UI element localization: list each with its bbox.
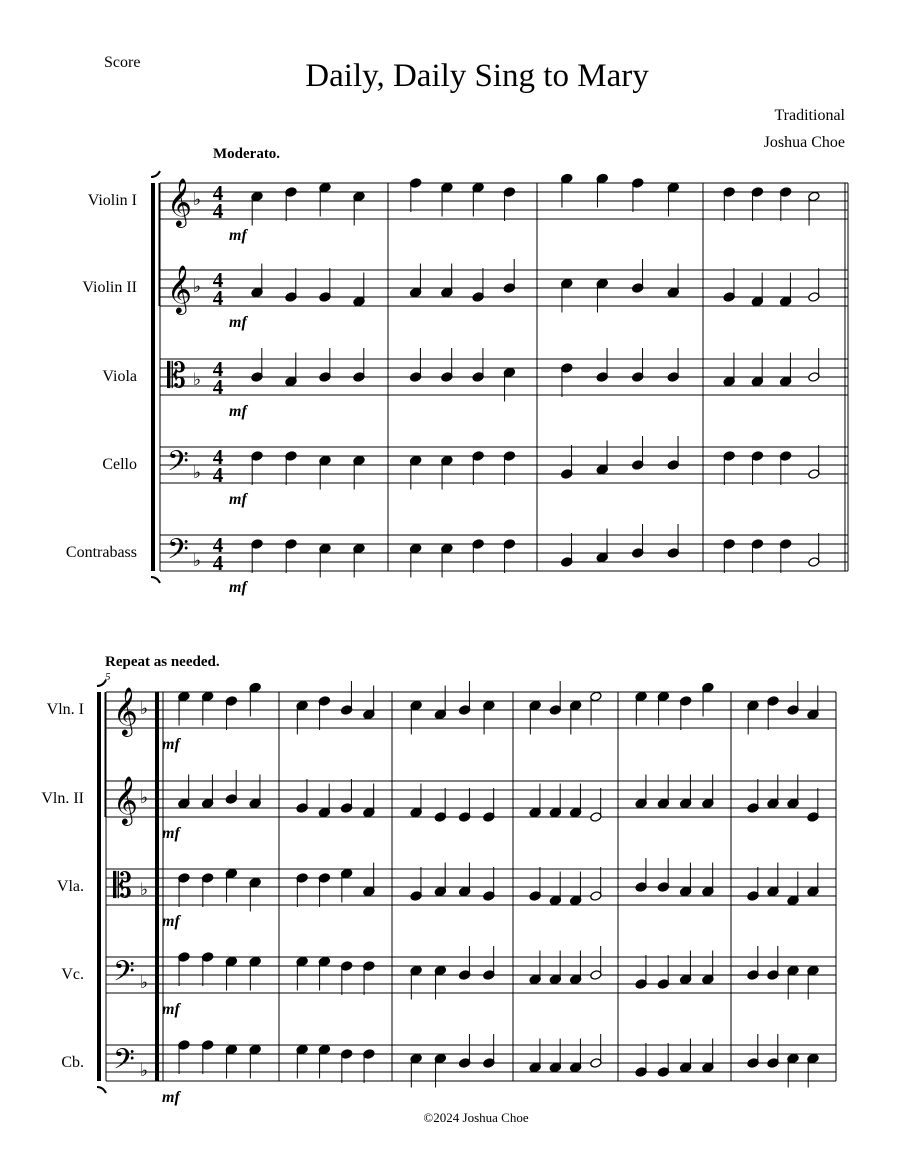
- flat-key-signature-icon: ♭: [193, 277, 202, 297]
- time-signature-beats: 4: [212, 357, 224, 381]
- bass-clef-icon: 𝄢: [113, 955, 135, 995]
- flat-key-signature-icon: ♭: [140, 880, 149, 900]
- dynamic-marking: mf: [229, 227, 247, 244]
- composer-credit: Traditional: [774, 107, 845, 124]
- treble-clef-icon: 𝄞: [167, 177, 192, 226]
- instrument-name: Vln. I: [46, 701, 84, 718]
- staff: [57, 858, 836, 930]
- bracket-bottom-hook: [151, 577, 160, 583]
- staff: [82, 259, 848, 331]
- flat-key-signature-icon: ♭: [193, 190, 202, 210]
- dynamic-marking: mf: [162, 736, 180, 753]
- staff: [102, 348, 848, 420]
- measure-number: 5: [105, 671, 111, 683]
- flat-key-signature-icon: ♭: [193, 370, 202, 390]
- dynamic-marking: mf: [162, 1001, 180, 1018]
- instrument-name: Vla.: [56, 878, 84, 895]
- time-signature-unit: 4: [212, 551, 224, 575]
- instrument-name: Cb.: [61, 1054, 84, 1071]
- instrument-name: Contrabass: [65, 544, 137, 561]
- time-signature-unit: 4: [212, 199, 224, 223]
- bracket-top-hook: [97, 680, 106, 686]
- treble-clef-icon: 𝄞: [113, 775, 138, 824]
- time-signature-unit: 4: [212, 286, 224, 310]
- dynamic-marking: mf: [229, 314, 247, 331]
- tempo-marking: Moderato.: [213, 146, 281, 162]
- dynamic-marking: mf: [229, 491, 247, 508]
- flat-key-signature-icon: ♭: [140, 699, 149, 719]
- music-systems: [41, 146, 848, 1106]
- flat-key-signature-icon: ♭: [140, 788, 149, 808]
- bass-clef-icon: 𝄢: [113, 1043, 135, 1083]
- tempo-marking: Repeat as needed.: [105, 654, 220, 670]
- flat-key-signature-icon: ♭: [140, 973, 149, 993]
- dynamic-marking: mf: [229, 403, 247, 420]
- dynamic-marking: mf: [162, 825, 180, 842]
- flat-key-signature-icon: ♭: [193, 551, 202, 571]
- bass-clef-icon: 𝄢: [167, 533, 189, 573]
- flat-key-signature-icon: ♭: [193, 463, 202, 483]
- instrument-name: Vc.: [61, 966, 84, 983]
- staff: [61, 946, 836, 1018]
- alto-clef-icon: 𝄡: [113, 866, 132, 906]
- dynamic-marking: mf: [229, 579, 247, 596]
- instrument-name: Cello: [102, 456, 137, 473]
- time-signature-beats: 4: [212, 533, 224, 557]
- instrument-name: Viola: [102, 368, 137, 385]
- dynamic-marking: mf: [162, 913, 180, 930]
- bracket-bottom-hook: [97, 1087, 106, 1093]
- flat-key-signature-icon: ♭: [140, 1061, 149, 1081]
- piece-title: Daily, Daily Sing to Mary: [305, 58, 649, 94]
- time-signature-unit: 4: [212, 375, 224, 399]
- alto-clef-icon: 𝄡: [167, 356, 186, 396]
- staff: [66, 524, 848, 596]
- treble-clef-icon: 𝄞: [167, 264, 192, 313]
- time-signature-beats: 4: [212, 445, 224, 469]
- staff: [102, 436, 848, 508]
- time-signature-unit: 4: [212, 463, 224, 487]
- staff: [41, 770, 836, 842]
- time-signature-beats: 4: [212, 268, 224, 292]
- bracket-top-hook: [151, 171, 160, 177]
- copyright-notice: ©2024 Joshua Choe: [423, 1110, 529, 1125]
- dynamic-marking: mf: [162, 1089, 180, 1106]
- instrument-name: Vln. II: [41, 790, 84, 807]
- staff: [47, 681, 836, 753]
- staff: [88, 173, 848, 244]
- staff: [61, 1034, 836, 1106]
- arranger-credit: Joshua Choe: [763, 134, 845, 151]
- instrument-name: Violin I: [87, 192, 137, 209]
- treble-clef-icon: 𝄞: [113, 686, 138, 735]
- score-label: Score: [104, 54, 141, 71]
- bass-clef-icon: 𝄢: [167, 445, 189, 485]
- time-signature-beats: 4: [212, 181, 224, 205]
- instrument-name: Violin II: [82, 279, 137, 296]
